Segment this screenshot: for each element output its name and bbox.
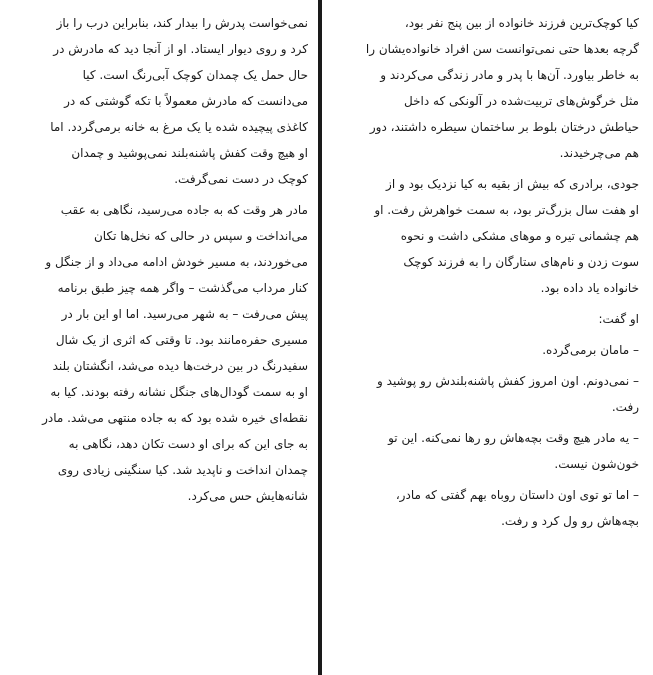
text-line: او به سمت گودال‌های جنگل نشانه رفته بودند. کیا به (50, 385, 308, 399)
text-line: مسیری حفره‌مانند بود. تا وقتی که اثری از یک شال (55, 333, 308, 347)
paragraph (347, 10, 639, 166)
text-line: نمی‌خواست پدرش را بیدار کند، بنابراین درب را باز (56, 16, 308, 30)
paragraph (16, 197, 308, 509)
text-line: هم چشمانی تیره و موهای مشکی داشت و نحوه (400, 229, 639, 243)
text-line: مثل خرگوش‌های تربیت‌شده در آلونکی که داخل (404, 94, 639, 108)
text-line: گرچه بعدها حتی نمی‌توانست سن افراد خانواده‌یشان را (365, 42, 639, 56)
text-line: خانواده یاد داده بود. (540, 281, 639, 295)
dialogue-line (347, 482, 639, 534)
text-line: حیاطش درختان بلوط بر ساختمان سیطره داشتند، دور (369, 120, 639, 134)
text-line: کاغذی پیچیده شده یا یک مرغ به خانه برمی‌گردد. اما (50, 120, 308, 134)
text-line: رفت. (611, 400, 639, 414)
text-line: سفیدرنگ در بین درخت‌ها دیده می‌شد، انگشتان بلند (52, 359, 308, 373)
text-line: نقطه‌ای خیره شده بود که به جاده منتهی می‌شد. مادر (42, 411, 308, 425)
text-line: سوت زدن و نام‌های ستارگان را به فرزند کوچک (403, 255, 639, 269)
text-line: شانه‌هایش حس می‌کرد. (187, 489, 308, 503)
text-line: خون‌شون نیست. (554, 457, 639, 471)
text-line: – یه مادر هیچ وقت بچه‌هاش رو رها نمی‌کنه. این تو (388, 431, 639, 445)
text-line: مادر هر وقت که به جاده می‌رسید، نگاهی به عقب (60, 203, 308, 217)
text-line: – نمی‌دونم. اون امروز کفش پاشنه‌بلندش رو پوشید و (377, 374, 639, 388)
text-line: او هفت سال بزرگ‌تر بود، به سمت خواهرش رفت. او (374, 203, 639, 217)
text-line: کوچک در دست نمی‌گرفت. (174, 172, 308, 186)
text-line: کرد و روی دیوار ایستاد. او از آنجا دید که مادرش در (53, 42, 308, 56)
dialogue-line (347, 368, 639, 420)
paragraph (347, 306, 639, 332)
text-line: کنار مرداب می‌گذشت – واگر همه چیز طبق برنامه (57, 281, 308, 295)
text-line: پیش می‌رفت – به شهر می‌رسید. اما او این بار در (61, 307, 308, 321)
text-line: کیا کوچک‌ترین فرزند خانواده از بین پنج نفر بود، (404, 16, 639, 30)
text-line: حال حمل یک چمدان کوچک آبی‌رنگ است. کیا (82, 68, 308, 82)
left-page (0, 0, 320, 675)
text-line: می‌دانست که مادرش معمولاً با تکه گوشتی که در (64, 94, 308, 108)
text-line: – مامان برمی‌گرده. (542, 343, 639, 357)
paragraph (16, 10, 308, 192)
text-line: بچه‌هاش رو ول کرد و رفت. (501, 514, 639, 528)
dialogue-line (347, 425, 639, 477)
dialogue-line (347, 337, 639, 363)
text-line: او گفت: (598, 312, 639, 326)
text-line: جودی، برادری که بیش از بقیه به کیا نزدیک بود و از (386, 177, 639, 191)
text-line: به خاطر بیاورد. آن‌ها با پدر و مادر زندگی می‌کردند و (380, 68, 639, 82)
text-line: چمدان انداخت و ناپدید شد. کیا سنگینی زیادی روی (57, 463, 308, 477)
text-line: او هیچ وقت کفش پاشنه‌بلند نمی‌پوشید و چمدان (71, 146, 308, 160)
paragraph (347, 171, 639, 301)
text-line: هم می‌چرخیدند. (559, 146, 639, 160)
text-line: می‌خوردند، به مسیر خودش ادامه می‌داد و از جنگل و (45, 255, 308, 269)
text-line: به جای این که برای او دست تکان دهد، نگاهی به (68, 437, 308, 451)
text-line: – اما تو توی اون داستان روباه بهم گفتی که مادر، (395, 488, 639, 502)
right-page (333, 0, 653, 675)
text-line: می‌انداخت و سپس در حالی که نخل‌ها تکان (93, 229, 308, 243)
